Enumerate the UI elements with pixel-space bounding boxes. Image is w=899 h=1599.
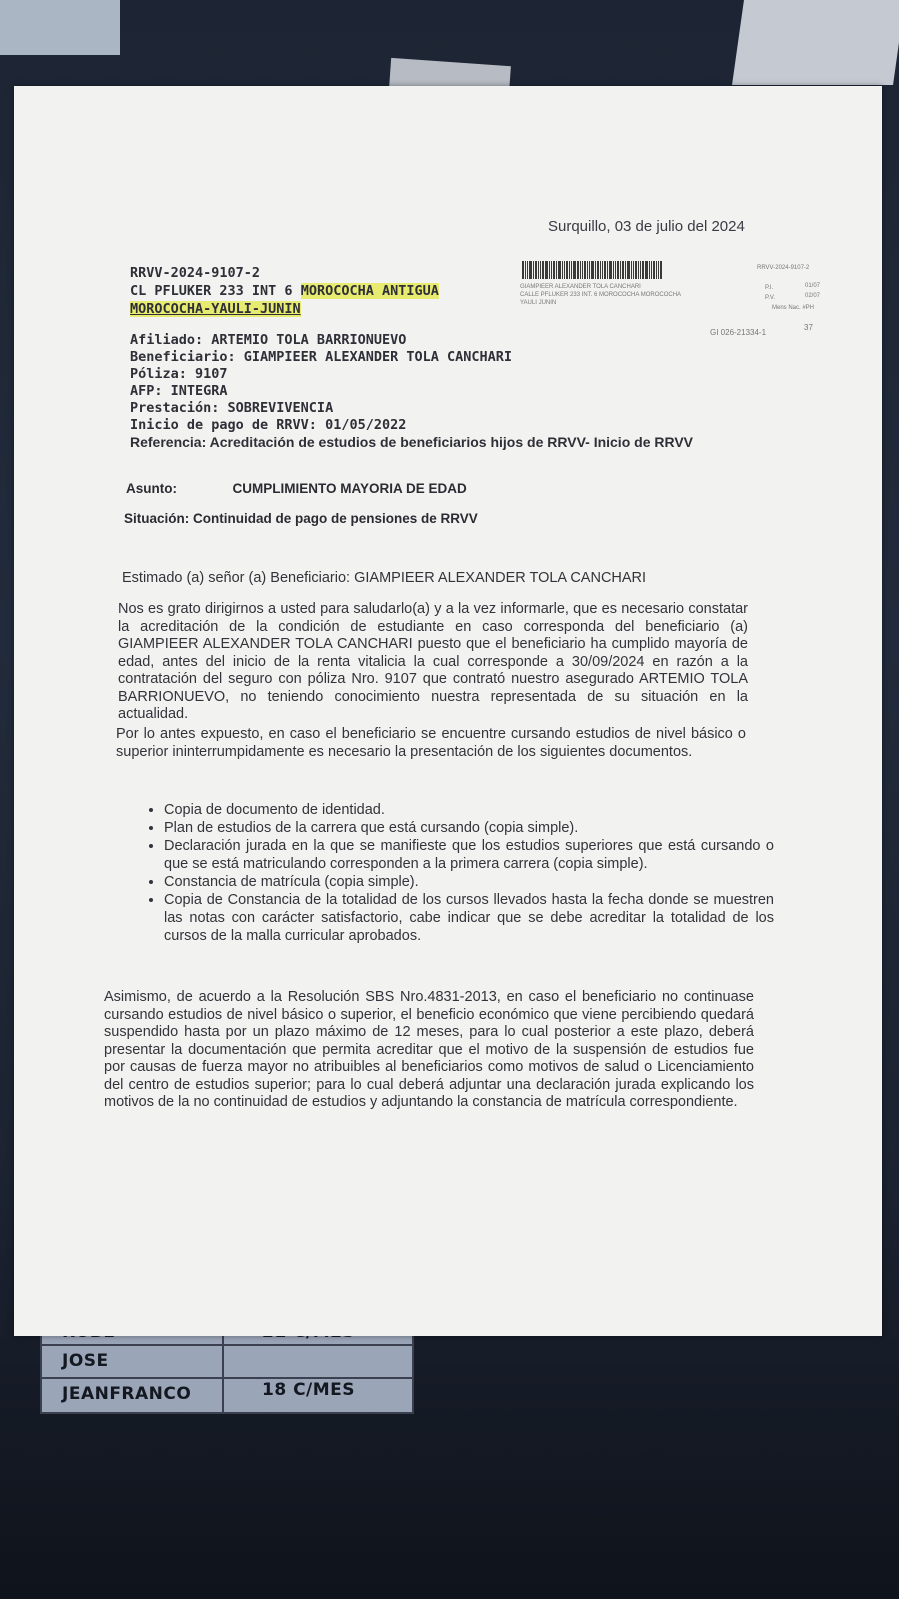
paragraph-2: Por lo antes expuesto, en caso el beneficiario se encuentre cursando estudios de nivel básico o superior ininterrumpidamente es necesario la presentación de los siguientes documentos. xyxy=(116,726,746,760)
table-name-cell: JOSE xyxy=(62,1351,109,1371)
letter-page xyxy=(14,86,882,1336)
list-item: • Declaración jurada en la que se manifieste que los estudios superiores que está cursando o que se está matriculando corresponden a la primera carrera (copia simple). xyxy=(164,837,774,873)
situation-line: Situación: Continuidad de pago de pensiones de RRVV xyxy=(124,511,478,526)
barcode-icon xyxy=(522,261,687,279)
required-documents-list xyxy=(139,801,774,945)
background-paper-right xyxy=(732,0,899,85)
inicio-line: Inicio de pago de RRVV: 01/05/2022 xyxy=(130,417,407,433)
address-block xyxy=(130,264,439,318)
table-divider xyxy=(42,1344,412,1346)
poliza-line: Póliza: 9107 xyxy=(130,366,228,382)
prestacion-line: Prestación: SOBREVIVENCIA xyxy=(130,400,334,416)
table-value-cell: 18 C/MES xyxy=(262,1380,356,1400)
address-line-2: MOROCOCHA-YAULI-JUNIN xyxy=(130,301,301,317)
list-item: • Copia de Constancia de la totalidad de los cursos llevados hasta la fecha donde se muestren las notas con carácter satisfactorio, cabe indicar que se debe acreditar la totalidad de los cursos de la malla curricular aprobados. xyxy=(164,891,774,945)
highlighted-text: MOROCOCHA ANTIGUA xyxy=(300,283,439,299)
afiliado-line: Afiliado: ARTEMIO TOLA BARRIONUEVO xyxy=(130,332,407,348)
paragraph-3: Asimismo, de acuerdo a la Resolución SBS Nro.4831-2013, en caso el beneficiario no continuase cursando estudios de nivel básico o superior, el beneficio económico que viene percibiendo quedará suspendido hasta por un plazo máximo de 12 meses, para lo cual posterior a este plazo, deberá presentar la documentación que permita acreditar que el motivo de la suspensión de estudios fue por causas de fuerza mayor no atribuibles al beneficiarios como motivos de salud o Licenciamiento del centro de estudios superior; para lo cual deberá adjuntar una declaración jurada explicando los motivos de la no continuidad de estudios y adjuntando la constancia de matrícula correspondiente. xyxy=(104,989,754,1110)
list-item: • Constancia de matrícula (copia simple). xyxy=(164,873,774,891)
background-paper-left xyxy=(0,0,120,55)
address-line-1: CL PFLUKER 233 INT 6 MOROCOCHA ANTIGUA xyxy=(130,283,439,299)
paragraph-1: Nos es grato dirigirnos a usted para saludarlo(a) y a la vez informarle, que es necesario constatar la acreditación de la condición de estudiante en caso corresponda del beneficiario (a) GIAMPIEER ALEXANDER TOLA CANCHARI puesto que el beneficiario ha cumplido mayoría de edad, antes del inicio de la renta vitalicia la cual corresponde a 30/09/2024 en razón a la contratación del seguro con póliza Nro. 9107 que contrató nuestro asegurado ARTEMIO TOLA BARRIONUEVO, no teniendo conocimiento nuestra representada de su situación en la actualidad. xyxy=(118,601,748,722)
table-divider xyxy=(42,1377,412,1379)
barcode-label: RRVV-2024-9107-2 GIAMPIEER ALEXANDER TOLA CANCHARI CALLE PFLUKER 233 INT. 6 MOROCOCHA MOROCOCHA YAULI JUNIN P.I. 01/07 P.V. 02/07 Mens Nac. #PH GI 026-21334-1 37 xyxy=(502,261,872,346)
referencia-line: Referencia: Acreditación de estudios de beneficiarios hijos de RRVV- Inicio de RRVV xyxy=(130,434,694,450)
afp-line: AFP: INTEGRA xyxy=(130,383,228,399)
table-name-cell: JEANFRANCO xyxy=(62,1384,192,1404)
reference-code: RRVV-2024-9107-2 xyxy=(130,265,261,281)
list-item: • Plan de estudios de la carrera que está cursando (copia simple). xyxy=(164,819,774,837)
policy-details xyxy=(130,332,693,451)
date-line: Surquillo, 03 de julio del 2024 xyxy=(548,218,745,235)
beneficiario-line: Beneficiario: GIAMPIEER ALEXANDER TOLA CANCHARI xyxy=(130,349,513,365)
subject-value: CUMPLIMIENTO MAYORIA DE EDAD xyxy=(232,481,467,496)
subject-label: Asunto: xyxy=(126,481,177,496)
list-item: • Copia de documento de identidad. xyxy=(164,801,774,819)
greeting: Estimado (a) señor (a) Beneficiario: GIAMPIEER ALEXANDER TOLA CANCHARI xyxy=(122,570,647,586)
subject-row xyxy=(126,481,467,496)
